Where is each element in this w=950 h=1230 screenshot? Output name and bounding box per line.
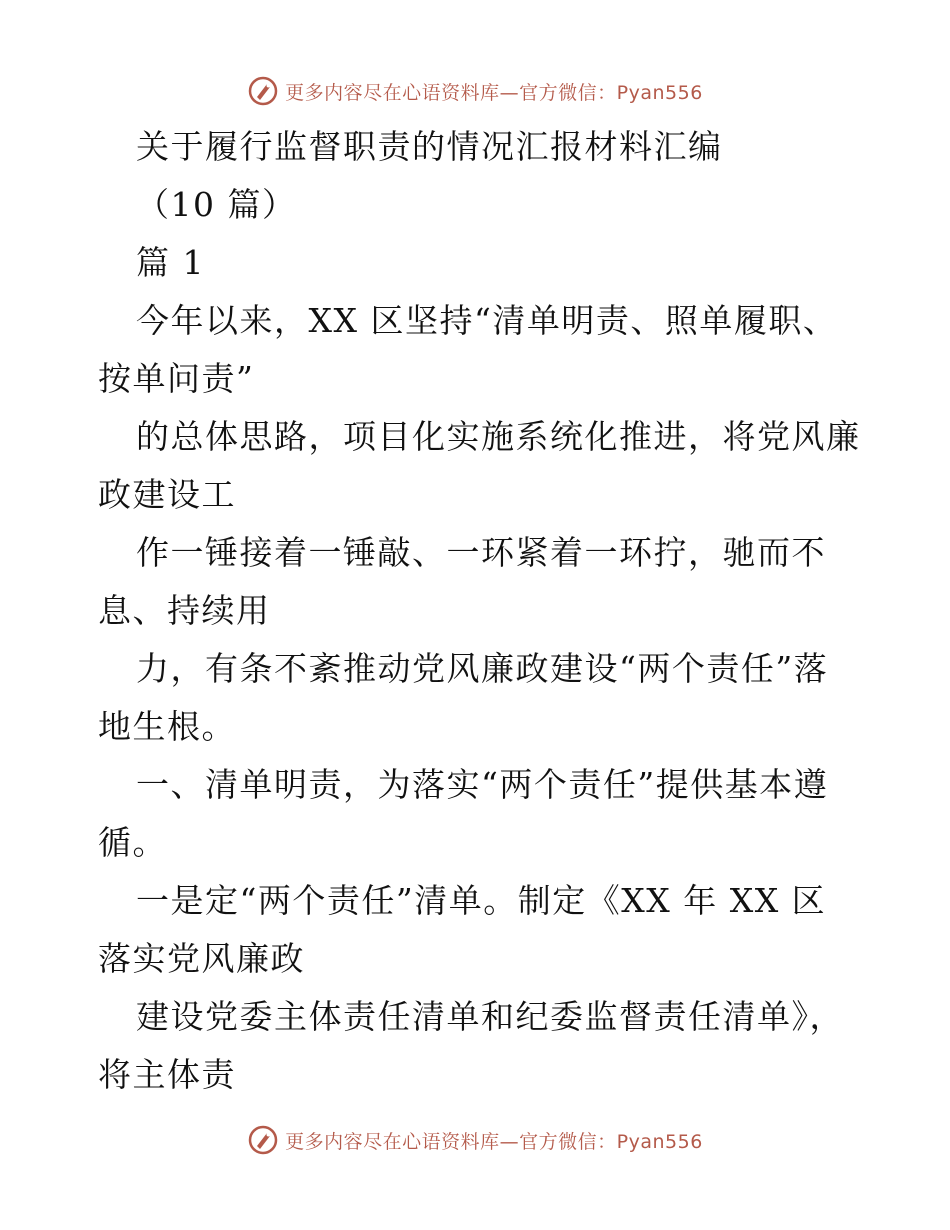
paragraph-line: 一是定“两个责任”清单。制定《XX 年 XX 区: [136, 881, 827, 920]
paragraph-line: 按单问责”: [98, 359, 255, 398]
paragraph-line: 力，有条不紊推动党风廉政建设“两个责任”落: [136, 649, 829, 688]
section-heading: 篇 1: [136, 243, 205, 282]
document-body: [98, 118, 868, 1104]
paragraph-line: 作一锤接着一锤敲、一环紧着一环拧，驰而不: [136, 533, 826, 572]
paragraph-line: 今年以来，XX 区坚持“清单明责、照单履职、: [136, 301, 838, 340]
paragraph-line: 循。: [98, 823, 167, 862]
pen-nib-seal-icon: [247, 75, 279, 107]
paragraph-line: 的总体思路，项目化实施系统化推进，将党风廉: [136, 417, 861, 456]
paragraph-line: 息、持续用: [98, 591, 271, 630]
document-title: 关于履行监督职责的情况汇报材料汇编: [136, 127, 723, 166]
pen-nib-seal-icon: [247, 1124, 279, 1156]
paragraph-line: 地生根。: [98, 707, 236, 746]
watermark-header: [0, 71, 950, 111]
paragraph-line: 建设党委主体责任清单和纪委监督责任清单》，: [136, 997, 844, 1036]
document-subtitle: （10 篇）: [136, 185, 297, 224]
watermark-text: 更多内容尽在心语资料库—官方微信：Pyan556: [285, 1130, 703, 1153]
watermark-text: 更多内容尽在心语资料库—官方微信：Pyan556: [285, 81, 703, 104]
paragraph-line: 一、清单明责，为落实“两个责任”提供基本遵: [136, 765, 829, 804]
watermark-footer: [0, 1120, 950, 1160]
paragraph-line: 将主体责: [98, 1055, 236, 1094]
paragraph-line: 政建设工: [98, 475, 236, 514]
paragraph-line: 落实党风廉政: [98, 939, 305, 978]
